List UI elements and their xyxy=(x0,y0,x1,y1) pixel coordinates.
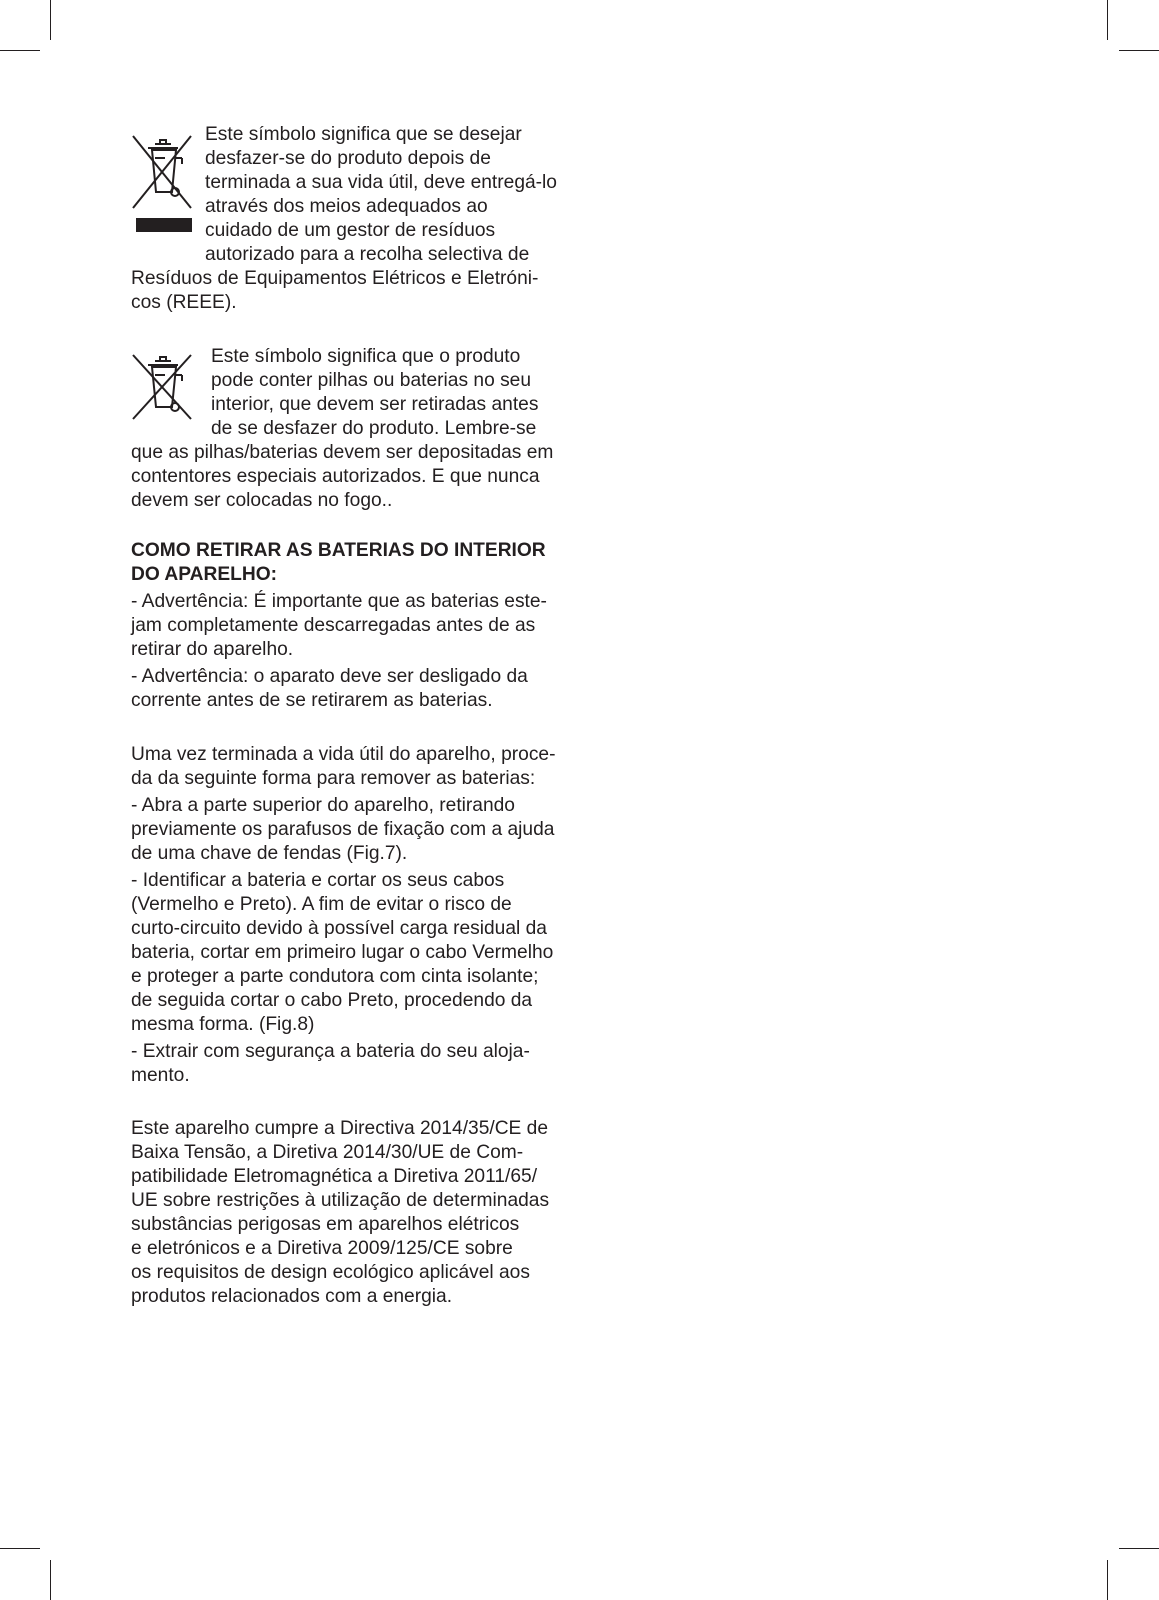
text-line: de uma chave de fendas (Fig.7). xyxy=(131,843,408,864)
crop-mark xyxy=(0,50,40,51)
text-line: (Vermelho e Preto). A fim de evitar o risco de xyxy=(131,894,512,915)
crop-mark xyxy=(50,1560,51,1600)
text-line: corrente antes de se retirarem as baterias. xyxy=(131,690,493,711)
crop-mark xyxy=(0,1548,40,1549)
text-line: desfazer-se do produto depois de xyxy=(205,148,491,169)
section-heading: COMO RETIRAR AS BATERIAS DO INTERIOR xyxy=(131,540,546,561)
text-line: - Identificar a bateria e cortar os seus cabos xyxy=(131,870,505,891)
text-line: Resíduos de Equipamentos Elétricos e Eletróni- xyxy=(131,268,539,289)
text-line: da da seguinte forma para remover as baterias: xyxy=(131,768,536,789)
text-line: terminada a sua vida útil, deve entregá-lo xyxy=(205,172,557,193)
text-line: - Advertência: É importante que as baterias este- xyxy=(131,591,547,612)
text-line: Este símbolo significa que se desejar xyxy=(205,124,522,145)
crop-mark xyxy=(1119,50,1159,51)
text-line: Uma vez terminada a vida útil do aparelho, proce- xyxy=(131,744,556,765)
text-line: devem ser colocadas no fogo.. xyxy=(131,490,393,511)
crossed-out-wheeled-bin-icon xyxy=(131,353,195,423)
text-line: autorizado para a recolha selectiva de xyxy=(205,244,530,265)
text-line: bateria, cortar em primeiro lugar o cabo Vermelho xyxy=(131,942,554,963)
text-line: pode conter pilhas ou baterias no seu xyxy=(211,370,532,391)
text-line: - Abra a parte superior do aparelho, retirando xyxy=(131,795,515,816)
text-line: retirar do aparelho. xyxy=(131,639,294,660)
text-line: patibilidade Eletromagnética a Diretiva 2011/65/ xyxy=(131,1166,538,1187)
text-line: - Extrair com segurança a bateria do seu aloja- xyxy=(131,1041,530,1062)
section-heading: DO APARELHO: xyxy=(131,564,278,585)
crossed-out-wheeled-bin-icon xyxy=(131,134,195,238)
text-line: que as pilhas/baterias devem ser depositadas em xyxy=(131,442,554,463)
text-line: mesma forma. (Fig.8) xyxy=(131,1014,315,1035)
crop-mark xyxy=(50,0,51,40)
text-line: interior, que devem ser retiradas antes xyxy=(211,394,539,415)
text-line: substâncias perigosas em aparelhos elétricos xyxy=(131,1214,520,1235)
text-line: previamente os parafusos de fixação com a ajuda xyxy=(131,819,555,840)
text-line: Este aparelho cumpre a Directiva 2014/35/CE de xyxy=(131,1118,549,1139)
crop-mark xyxy=(1107,1560,1108,1600)
text-line: Baixa Tensão, a Diretiva 2014/30/UE de Com- xyxy=(131,1142,524,1163)
text-line: cuidado de um gestor de resíduos xyxy=(205,220,496,241)
text-line: cos (REEE). xyxy=(131,292,237,313)
text-line: curto-circuito devido à possível carga residual da xyxy=(131,918,547,939)
text-line: - Advertência: o aparato deve ser desligado da xyxy=(131,666,528,687)
crop-mark xyxy=(1119,1548,1159,1549)
text-line: jam completamente descarregadas antes de as xyxy=(131,615,536,636)
crop-mark xyxy=(1107,0,1108,40)
text-line: produtos relacionados com a energia. xyxy=(131,1286,453,1307)
text-line: de se desfazer do produto. Lembre-se xyxy=(211,418,537,439)
text-line: e proteger a parte condutora com cinta isolante; xyxy=(131,966,539,987)
text-line: os requisitos de design ecológico aplicável aos xyxy=(131,1262,530,1283)
text-line: UE sobre restrições à utilização de determinadas xyxy=(131,1190,550,1211)
text-line: através dos meios adequados ao xyxy=(205,196,488,217)
text-line: de seguida cortar o cabo Preto, procedendo da xyxy=(131,990,533,1011)
text-line: e eletrónicos e a Diretiva 2009/125/CE sobre xyxy=(131,1238,513,1259)
text-line: contentores especiais autorizados. E que nunca xyxy=(131,466,540,487)
text-line: mento. xyxy=(131,1065,190,1086)
text-line: Este símbolo significa que o produto xyxy=(211,346,521,367)
